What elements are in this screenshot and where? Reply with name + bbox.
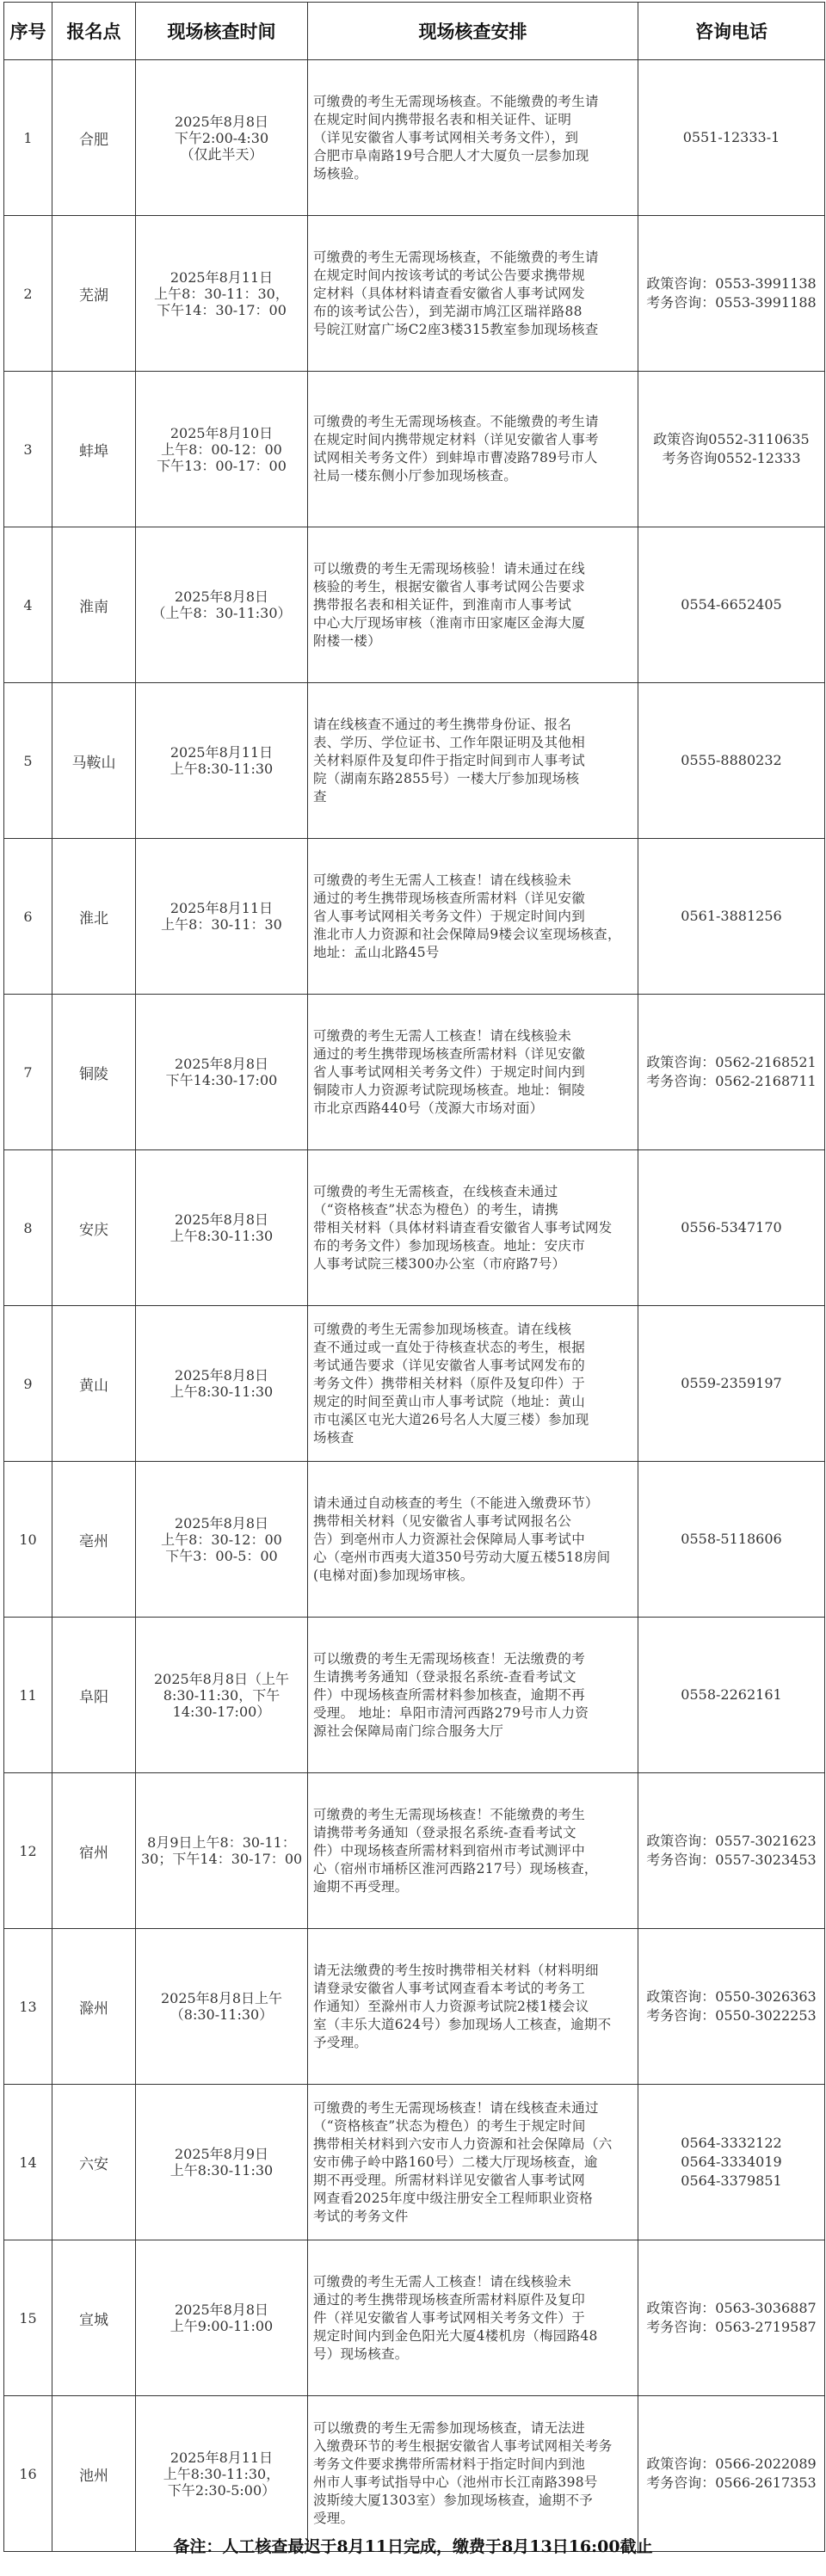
phone-line: 考务咨询：0553-3991188	[646, 294, 817, 311]
time-line: 2025年8月9日	[174, 2146, 269, 2162]
verification-arrangement	[308, 2240, 638, 2396]
time-line: 2025年8月11日	[170, 744, 274, 761]
arrangement-line: 号皖江财富广场C2座3楼315教室参加现场核查	[313, 321, 599, 337]
arrangement-line: 定材料（具体材料请查看安徽省人事考试网发	[313, 285, 586, 301]
time-line: 8月9日上午8：30-11：	[147, 1834, 296, 1851]
arrangement-line: 可缴费的考生无需人工核查！请在线核验未	[313, 2273, 572, 2289]
arrangement-line: 请登录安徽省人事考试网查看本考试的考务工	[313, 1980, 586, 1996]
time-line: 上午8：30-11：30	[161, 916, 282, 933]
arrangement-line: 号）现场核查。	[313, 2345, 409, 2362]
time-line: 上午8：30-11：30，	[154, 285, 289, 302]
verification-arrangement	[308, 1618, 638, 1773]
registration-site: 铜陵	[52, 995, 136, 1150]
arrangement-line: 规定时间内到金色阳光大厦4楼机房（梅园路48	[313, 2327, 598, 2344]
contact-phone	[638, 60, 825, 216]
arrangement-line: 可缴费的考生无需参加现场核查。请在线核	[313, 1321, 572, 1337]
verification-time	[136, 2085, 308, 2240]
contact-phone	[638, 1306, 825, 1462]
arrangement-line: 考试的考务文件	[313, 2208, 409, 2224]
verification-arrangement	[308, 2085, 638, 2240]
arrangement-line: （“资格核查”状态为橙色）的考生于规定时间	[313, 2117, 586, 2134]
verification-time	[136, 1618, 308, 1773]
arrangement-line: 逾期不再受理。	[313, 1878, 409, 1895]
row-number: 5	[4, 683, 52, 839]
registration-site: 六安	[52, 2085, 136, 2240]
arrangement-line: 中心大厅现场审核（淮南市田家庵区金海大厦	[313, 614, 586, 631]
arrangement-line: 予受理。	[313, 2034, 368, 2050]
phone-line: 0555-8880232	[681, 752, 782, 768]
header-verification-time: 现场核查时间	[136, 3, 308, 60]
verification-time	[136, 995, 308, 1150]
arrangement-line: 布的该考试公告），到芜湖市鸠江区瑞祥路88	[313, 303, 583, 319]
verification-schedule-table	[3, 2, 825, 2552]
time-line: 2025年8月8日	[174, 1211, 269, 1228]
phone-line: 政策咨询：0550-3026363	[646, 1988, 817, 2005]
arrangement-line: 入缴费环节的考生根据安徽省人事考试网相关考务	[313, 2438, 613, 2454]
table-row	[4, 372, 825, 527]
registration-site: 宣城	[52, 2240, 136, 2396]
arrangement-line: 请未通过自动核查的考生（不能进入缴费环节）	[313, 1494, 599, 1511]
table-row	[4, 1618, 825, 1773]
table-row	[4, 995, 825, 1150]
arrangement-line: 通过的考生携带现场核查所需材料原件及复印	[313, 2291, 586, 2308]
arrangement-line: 作通知）至滁州市人力资源考试院2楼1楼会议	[313, 1998, 589, 2014]
arrangement-line: 生请携考务通知（登录报名系统-查看考试文	[313, 1668, 576, 1685]
arrangement-line: 源社会保障局南门综合服务大厅	[313, 1722, 504, 1739]
table-row	[4, 1773, 825, 1929]
arrangement-line: 室（丰乐大道624号）参加现场人工核查，逾期不	[313, 2016, 612, 2032]
time-line: 下午2:30-5:00）	[167, 2481, 276, 2499]
arrangement-line: 省人事考试网相关考务文件）于规定时间内到	[313, 1063, 586, 1080]
arrangement-line: 考务文件）携带相关材料（原件及复印件）于	[313, 1375, 586, 1391]
arrangement-line: 院（湖南东路2855号）一楼大厅参加现场核	[313, 770, 580, 786]
time-line: 下午14:30-17:00	[165, 1072, 278, 1088]
phone-line: 考务咨询：0566-2617353	[646, 2474, 817, 2491]
time-line: 8:30-11:30，下午	[163, 1686, 280, 1704]
arrangement-line: 场核验。	[313, 165, 368, 182]
verification-time	[136, 60, 308, 216]
arrangement-line: 可缴费的考生无需现场核查！请在线核查未通过	[313, 2099, 599, 2116]
arrangement-line: 可缴费的考生无需人工核查！请在线核验未	[313, 1027, 572, 1044]
arrangement-line: 考务文件要求携带所需材料于指定时间内到池	[313, 2456, 586, 2472]
row-number: 11	[4, 1618, 52, 1773]
row-number: 14	[4, 2085, 52, 2240]
time-line: 2025年8月8日上午	[160, 1990, 283, 2006]
verification-arrangement	[308, 1306, 638, 1462]
arrangement-line: 可以缴费的考生无需参加现场核查，请无法进	[313, 2420, 586, 2436]
contact-phone	[638, 216, 825, 372]
registration-site: 安庆	[52, 1150, 136, 1306]
row-number: 16	[4, 2396, 52, 2552]
arrangement-line: 考试通告要求（详见安徽省人事考试网发布的	[313, 1357, 586, 1373]
time-line: 下午3：00-5：00	[165, 1547, 278, 1564]
arrangement-line: (电梯对面)参加现场审核。	[313, 1567, 474, 1583]
verification-time	[136, 372, 308, 527]
time-line: 上午8:30-11:30	[170, 761, 274, 777]
table-row	[4, 2085, 825, 2240]
time-line: 下午2:00-4:30	[174, 129, 269, 146]
arrangement-line: 州市人事考试指导中心（池州市长江南路398号	[313, 2474, 598, 2490]
phone-line: 政策咨询：0563-3036887	[646, 2300, 817, 2316]
time-line: 2025年8月11日	[170, 268, 274, 286]
time-line: 下午14：30-17：00	[157, 301, 287, 318]
verification-arrangement	[308, 995, 638, 1150]
registration-site: 亳州	[52, 1462, 136, 1618]
time-line: （上午8：30-11:30）	[151, 605, 292, 621]
time-line: 2025年8月8日	[174, 1056, 269, 1072]
phone-line: 0561-3881256	[681, 908, 782, 924]
contact-phone	[638, 1929, 825, 2085]
arrangement-line: 期不再受理。所需材料详见安徽省人事考试网	[313, 2172, 586, 2188]
verification-time	[136, 527, 308, 683]
table-row	[4, 1929, 825, 2085]
arrangement-line: 人事考试院三楼300办公室（市府路7号）	[313, 1255, 566, 1272]
arrangement-line: 核验的考生，根据安徽省人事考试网公告要求	[313, 578, 586, 595]
table-row	[4, 1306, 825, 1462]
arrangement-line: 表、学历、学位证书、工作年限证明及其他相	[313, 734, 586, 750]
registration-site: 蚌埠	[52, 372, 136, 527]
arrangement-line: 试网相关考务文件）到蚌埠市曹凌路789号市人	[313, 450, 598, 465]
arrangement-line: 铜陵市人力资源考试院现场核查。地址：铜陵	[313, 1082, 586, 1098]
time-line: 上午8：30-12：00	[161, 1531, 282, 1548]
time-line: 2025年8月8日	[174, 113, 269, 130]
phone-line: 0556-5347170	[681, 1219, 782, 1236]
time-line: 2025年8月8日（上午	[153, 1670, 290, 1687]
arrangement-line: 通过的考生携带现场核查所需材料（详见安徽	[313, 1045, 586, 1062]
arrangement-line: 合肥市阜南路19号合肥人才大厦负一层参加现	[313, 147, 589, 163]
row-number: 4	[4, 527, 52, 683]
registration-site: 滁州	[52, 1929, 136, 2085]
registration-site: 马鞍山	[52, 683, 136, 839]
table-row	[4, 1150, 825, 1306]
registration-site: 淮北	[52, 839, 136, 995]
phone-line: 考务咨询0552-12333	[662, 450, 801, 466]
arrangement-line: 可缴费的考生无需人工核查！请在线核验未	[313, 872, 572, 888]
header-verification-arrangement: 现场核查安排	[308, 3, 638, 60]
registration-site: 黄山	[52, 1306, 136, 1462]
arrangement-line: 波斯绫大厦1303室）参加现场核查，逾期不予	[313, 2493, 594, 2508]
time-line: 2025年8月11日	[170, 2449, 274, 2466]
phone-line: 政策咨询：0562-2168521	[646, 1054, 817, 1070]
header-registration-site: 报名点	[52, 3, 136, 60]
table-row	[4, 683, 825, 839]
arrangement-line: 市屯溪区屯光大道26号名人大厦三楼）参加现	[313, 1411, 589, 1427]
contact-phone	[638, 2085, 825, 2240]
row-number: 6	[4, 839, 52, 995]
verification-time	[136, 1773, 308, 1929]
contact-phone	[638, 839, 825, 995]
verification-time	[136, 683, 308, 839]
contact-phone	[638, 1773, 825, 1929]
phone-line: 考务咨询：0550-3022253	[646, 2007, 817, 2024]
contact-phone	[638, 683, 825, 839]
row-number: 1	[4, 60, 52, 216]
phone-line: 政策咨询：0566-2022089	[646, 2456, 817, 2472]
phone-line: 0564-3379851	[681, 2172, 782, 2189]
arrangement-line: 安市佛子岭中路160号）二楼大厅现场核查，逾	[313, 2154, 598, 2170]
phone-line: 政策咨询：0553-3991138	[646, 275, 817, 292]
time-line: （仅此半天）	[180, 145, 263, 163]
verification-arrangement	[308, 683, 638, 839]
verification-time	[136, 2240, 308, 2396]
phone-line: 0558-5118606	[681, 1531, 782, 1547]
contact-phone	[638, 1462, 825, 1618]
arrangement-line: 规定的时间至黄山市人事考试院（地址：黄山	[313, 1393, 586, 1409]
time-line: 上午9:00-11:00	[170, 2318, 274, 2334]
arrangement-line: 告）到亳州市人力资源社会保障局人事考试中	[313, 1531, 586, 1547]
arrangement-line: 携带报名表和相关证件，到淮南市人事考试	[313, 596, 572, 613]
registration-site: 淮南	[52, 527, 136, 683]
time-line: 2025年8月8日	[174, 1367, 269, 1384]
arrangement-line: 件（祥见安徽省人事考试网相关考务文件）于	[313, 2309, 586, 2326]
phone-line: 考务咨询：0563-2719587	[646, 2319, 817, 2335]
row-number: 15	[4, 2240, 52, 2396]
time-line: 2025年8月11日	[170, 900, 274, 916]
table-row	[4, 527, 825, 683]
arrangement-line: 心（亳州市西夷大道350号劳动大厦五楼518房间	[313, 1549, 611, 1565]
arrangement-line: 件）中现场核查所需材料到宿州市考试测评中	[313, 1842, 586, 1858]
arrangement-line: 网查看2025年度中级注册安全工程师职业资格	[313, 2190, 594, 2206]
arrangement-line: 可以缴费的考生无需现场核验！请未通过在线	[313, 560, 586, 576]
arrangement-line: 可以缴费的考生无需现场核查！无法缴费的考	[313, 1650, 586, 1667]
registration-site: 池州	[52, 2396, 136, 2552]
arrangement-line: 淮北市人力资源和社会保障局9楼会议室现场核查，	[313, 926, 621, 942]
time-line: 2025年8月8日	[174, 1514, 269, 1531]
footer-note: 备注：人工核查最迟于8月11日完成，缴费于8月13日16:00截止	[173, 2537, 653, 2556]
registration-site: 合肥	[52, 60, 136, 216]
arrangement-line: 受理。 地址：阜阳市清河西路279号市人力资	[313, 1704, 589, 1721]
table-row	[4, 2240, 825, 2396]
time-line: 14:30-17:00）	[172, 1703, 271, 1720]
verification-time	[136, 1150, 308, 1306]
arrangement-line: 件）中现场核查所需材料参加核查，逾期不再	[313, 1686, 586, 1703]
arrangement-line: 场核查	[313, 1429, 354, 1445]
arrangement-line: 通过的考生携带现场核查所需材料（详见安徽	[313, 890, 586, 906]
arrangement-line: 查不通过或一直处于待核查状态的考生，根据	[313, 1339, 586, 1355]
phone-line: 0558-2262161	[681, 1686, 782, 1703]
time-line: 30；下午14：30-17：00	[141, 1851, 303, 1867]
header-contact-phone: 咨询电话	[638, 3, 825, 60]
row-number: 9	[4, 1306, 52, 1462]
arrangement-line: 携带相关材料到六安市人力资源和社会保障局（六	[313, 2135, 613, 2152]
time-line: 2025年8月8日	[174, 589, 269, 605]
row-number: 7	[4, 995, 52, 1150]
row-number: 2	[4, 216, 52, 372]
phone-line: 0564-3332122	[681, 2135, 782, 2151]
phone-line: 考务咨询：0562-2168711	[646, 1073, 817, 1089]
time-line: 2025年8月10日	[170, 424, 274, 441]
table-row	[4, 60, 825, 216]
registration-site: 芜湖	[52, 216, 136, 372]
arrangement-line: 受理。	[313, 2511, 354, 2526]
row-number: 13	[4, 1929, 52, 2085]
arrangement-line: 可缴费的考生无需现场核查。不能缴费的考生请	[313, 414, 599, 429]
verification-time	[136, 2396, 308, 2552]
arrangement-line: 携带相关材料（见安徽省人事考试网报名公	[313, 1513, 572, 1529]
time-line: 上午8:30-11:30	[170, 1228, 274, 1244]
phone-line: 0559-2359197	[681, 1375, 782, 1391]
verification-arrangement	[308, 2396, 638, 2552]
arrangement-line: 附楼一楼）	[313, 632, 382, 649]
header-number: 序号	[4, 3, 52, 60]
table-row	[4, 216, 825, 372]
arrangement-line: 可缴费的考生无需现场核查，不能缴费的考生请	[313, 249, 599, 265]
time-line: 上午8:30-11:30	[170, 2162, 274, 2179]
contact-phone	[638, 1150, 825, 1306]
arrangement-line: 请在线核查不通过的考生携带身份证、报名	[313, 716, 572, 732]
contact-phone	[638, 527, 825, 683]
verification-time	[136, 1929, 308, 2085]
arrangement-line: 可缴费的考生无需核查，在线核查未通过	[313, 1183, 558, 1199]
table-row	[4, 2396, 825, 2552]
arrangement-line: 带相关材料（具体材料请查看安徽省人事考试网发	[313, 1219, 613, 1236]
arrangement-line: 请携带考务通知（登录报名系统-查看考试文	[313, 1824, 576, 1840]
contact-phone	[638, 2396, 825, 2552]
time-line: 上午8：00-12：00	[161, 441, 282, 458]
arrangement-line: 查	[313, 788, 327, 804]
phone-line: 政策咨询0552-3110635	[653, 431, 810, 447]
arrangement-line: 地址：孟山北路45号	[313, 944, 440, 960]
verification-arrangement	[308, 372, 638, 527]
registration-site: 宿州	[52, 1773, 136, 1929]
registration-site: 阜阳	[52, 1618, 136, 1773]
verification-arrangement	[308, 1773, 638, 1929]
time-line: 上午8:30-11:30	[170, 1384, 274, 1400]
verification-arrangement	[308, 839, 638, 995]
arrangement-line: 在规定时间内携带规定材料（详见安徽省人事考	[313, 432, 599, 447]
row-number: 3	[4, 372, 52, 527]
arrangement-line: 市北京西路440号（茂源大市场对面）	[313, 1100, 544, 1116]
arrangement-line: （“资格核查”状态为橙色）的考生，请携	[313, 1201, 559, 1217]
arrangement-line: 在规定时间内携带报名表和相关证件、证明	[313, 111, 572, 127]
verification-arrangement	[308, 527, 638, 683]
phone-line: 考务咨询：0557-3023453	[646, 1852, 817, 1868]
row-number: 12	[4, 1773, 52, 1929]
phone-line: 0564-3334019	[681, 2154, 782, 2170]
arrangement-line: 关材料原件及复印件于指定时间到市人事考试	[313, 752, 586, 768]
table-row	[4, 839, 825, 995]
arrangement-line: 可缴费的考生无需现场核查。不能缴费的考生请	[313, 93, 599, 109]
time-line: 上午8:30-11:30，	[163, 2465, 280, 2482]
contact-phone	[638, 995, 825, 1150]
row-number: 8	[4, 1150, 52, 1306]
table-row	[4, 1462, 825, 1618]
arrangement-line: 省人事考试网相关考务文件）于规定时间内到	[313, 908, 586, 924]
phone-line: 政策咨询：0557-3021623	[646, 1833, 817, 1849]
verification-arrangement	[308, 1150, 638, 1306]
verification-arrangement	[308, 216, 638, 372]
phone-line: 0551-12333-1	[682, 129, 780, 145]
table-header-row	[4, 3, 825, 60]
arrangement-line: 请无法缴费的考生按时携带相关材料（材料明细	[313, 1962, 599, 1978]
arrangement-line: 在规定时间内按该考试的考试公告要求携带规	[313, 267, 586, 283]
arrangement-line: 布的考务文件）参加现场核查。地址：安庆市	[313, 1237, 586, 1254]
arrangement-line: 可缴费的考生无需现场核查！不能缴费的考生	[313, 1806, 586, 1822]
time-line: （8:30-11:30）	[170, 2006, 274, 2023]
contact-phone	[638, 1618, 825, 1773]
time-line: 2025年8月8日	[174, 2302, 269, 2318]
arrangement-line: 心（宿州市埇桥区淮河西路217号）现场核查，	[313, 1860, 598, 1877]
verification-time	[136, 1306, 308, 1462]
verification-time	[136, 216, 308, 372]
verification-arrangement	[308, 1462, 638, 1618]
phone-line: 0554-6652405	[681, 596, 782, 613]
arrangement-line: 社局一楼东侧小厅参加现场核查。	[313, 468, 518, 484]
arrangement-line: （详见安徽省人事考试网相关考务文件），到	[313, 129, 579, 145]
verification-arrangement	[308, 1929, 638, 2085]
contact-phone	[638, 372, 825, 527]
verification-arrangement	[308, 60, 638, 216]
verification-time	[136, 839, 308, 995]
verification-time	[136, 1462, 308, 1618]
time-line: 下午13：00-17：00	[157, 457, 287, 474]
row-number: 10	[4, 1462, 52, 1618]
contact-phone	[638, 2240, 825, 2396]
